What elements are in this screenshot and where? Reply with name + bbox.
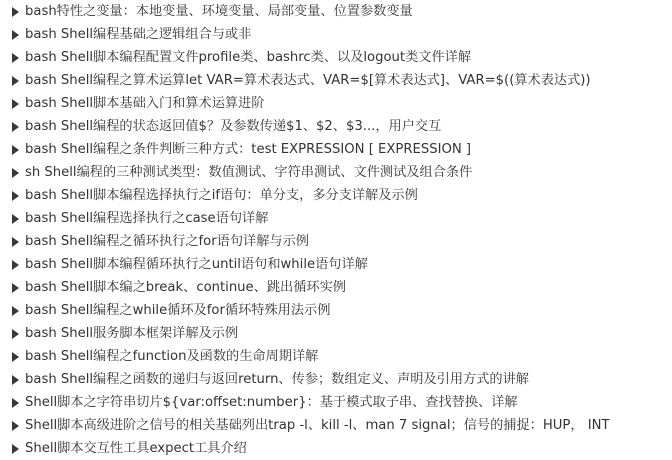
list-item — [0, 92, 672, 115]
list-item — [0, 230, 672, 253]
triangle-bullet-icon — [12, 375, 19, 385]
triangle-bullet-icon — [12, 122, 19, 132]
triangle-bullet-icon — [12, 7, 19, 17]
article-link[interactable]: bash Shell编程之算术运算let VAR=算术表达式、VAR=$[算术表达式]、VAR=$((算术表达式)) — [25, 73, 591, 88]
article-link[interactable]: bash特性之变量：本地变量、环境变量、局部变量、位置参数变量 — [25, 4, 413, 19]
triangle-bullet-icon — [12, 352, 19, 362]
list-item — [0, 207, 672, 230]
list-item — [0, 161, 672, 184]
list-item — [0, 276, 672, 299]
article-link[interactable]: bash Shell脚本基础入门和算术运算进阶 — [25, 96, 265, 111]
triangle-bullet-icon — [12, 260, 19, 270]
list-item — [0, 322, 672, 345]
article-link[interactable]: bash Shell编程之循环执行之for语句详解与示例 — [25, 234, 309, 249]
list-item — [0, 437, 672, 460]
article-link[interactable]: bash Shell编程基础之逻辑组合与或非 — [25, 27, 252, 42]
list-item — [0, 299, 672, 322]
triangle-bullet-icon — [12, 191, 19, 201]
triangle-bullet-icon — [12, 168, 19, 178]
article-link[interactable]: bash Shell服务脚本框架详解及示例 — [25, 326, 239, 341]
article-link[interactable]: bash Shell脚本编程配置文件profile类、bashrc类、以及logout类文件详解 — [25, 50, 472, 65]
list-item — [0, 345, 672, 368]
article-link[interactable]: Shell脚本交互性工具expect工具介绍 — [25, 441, 247, 456]
article-link[interactable]: Shell脚本之字符串切片${var:offset:number}：基于模式取子串、查找替换、详解 — [25, 395, 518, 410]
list-item — [0, 368, 672, 391]
article-link[interactable]: bash Shell编程的状态返回值$？及参数传递$1、$2、$3...，用户交互 — [25, 119, 442, 134]
article-link[interactable]: bash Shell编程之函数的递归与返回return、传参；数组定义、声明及引用方式的讲解 — [25, 372, 529, 387]
triangle-bullet-icon — [12, 76, 19, 86]
article-link[interactable]: bash Shell编程之function及函数的生命周期详解 — [25, 349, 319, 364]
list-item — [0, 69, 672, 92]
list-item — [0, 391, 672, 414]
list-item — [0, 115, 672, 138]
triangle-bullet-icon — [12, 398, 19, 408]
triangle-bullet-icon — [12, 283, 19, 293]
list-item — [0, 0, 672, 23]
triangle-bullet-icon — [12, 421, 19, 431]
triangle-bullet-icon — [12, 329, 19, 339]
triangle-bullet-icon — [12, 99, 19, 109]
article-link[interactable]: Shell脚本高级进阶之信号的相关基础列出trap -l、kill -l、man 7 signal；信号的捕捉：HUP， INT — [25, 418, 610, 433]
triangle-bullet-icon — [12, 306, 19, 316]
triangle-bullet-icon — [12, 30, 19, 40]
triangle-bullet-icon — [12, 214, 19, 224]
article-link[interactable]: sh Shell编程的三种测试类型：数值测试、字符串测试、文件测试及组合条件 — [25, 165, 473, 180]
triangle-bullet-icon — [12, 145, 19, 155]
list-item — [0, 138, 672, 161]
triangle-bullet-icon — [12, 237, 19, 247]
triangle-bullet-icon — [12, 444, 19, 454]
article-link[interactable]: bash Shell编程之while循环及for循环特殊用法示例 — [25, 303, 331, 318]
list-item — [0, 414, 672, 437]
list-item — [0, 46, 672, 69]
article-link[interactable]: bash Shell脚本编程循环执行之until语句和while语句详解 — [25, 257, 368, 272]
article-link[interactable]: bash Shell编程之条件判断三种方式：test EXPRESSION [ EXPRESSION ] — [25, 142, 472, 157]
list-item — [0, 23, 672, 46]
list-item — [0, 253, 672, 276]
article-link[interactable]: bash Shell脚本编之break、continue、跳出循环实例 — [25, 280, 346, 295]
list-item — [0, 184, 672, 207]
article-link[interactable]: bash Shell编程选择执行之case语句详解 — [25, 211, 269, 226]
triangle-bullet-icon — [12, 53, 19, 63]
article-link[interactable]: bash Shell脚本编程选择执行之if语句：单分支，多分支详解及示例 — [25, 188, 418, 203]
